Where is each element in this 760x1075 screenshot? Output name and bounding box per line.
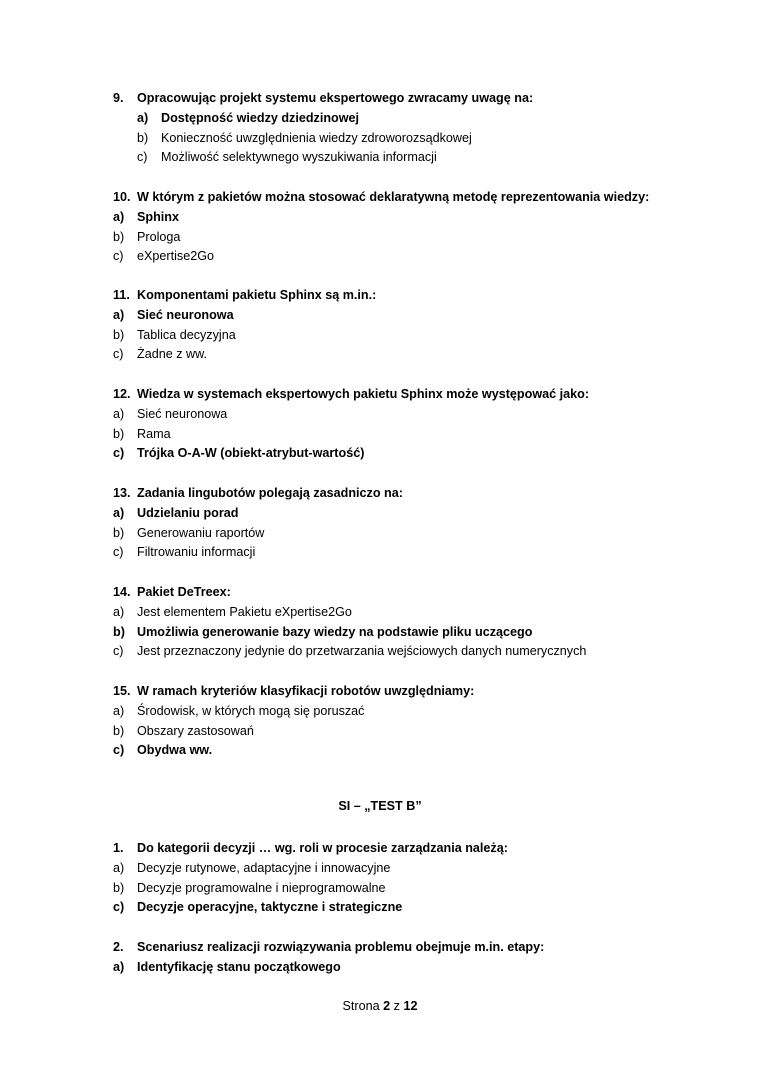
answer-option: b) Rama [113, 426, 171, 441]
answer-option: b) Generowaniu raportów [113, 525, 265, 540]
question-10 [113, 188, 733, 267]
question-text: Zadania lingubotów polegają zasadniczo na: [137, 486, 403, 500]
question-text: Opracowując projekt systemu ekspertowego zwracamy uwagę na: [137, 91, 534, 105]
question-b-2 [113, 938, 733, 978]
question-number: 1. [113, 841, 124, 855]
answer-option: b) Decyzje programowalne i nieprogramowalne [113, 880, 386, 895]
answer-option: c) Obydwa ww. [113, 743, 213, 758]
answer-option: a) Sieć neuronowa [113, 307, 234, 322]
answer-option: c) Trójka O-A-W (obiekt-atrybut-wartość) [113, 446, 365, 461]
question-9 [113, 89, 733, 168]
footer-prefix: Strona [342, 999, 380, 1013]
answer-option: c) Decyzje operacyjne, taktyczne i strategiczne [113, 900, 403, 915]
question-text: Pakiet DeTreex: [137, 585, 231, 599]
answer-option: a) Jest elementem Pakietu eXpertise2Go [113, 604, 352, 619]
answer-option: c) Filtrowaniu informacji [113, 545, 256, 560]
question-number: 14. [113, 585, 131, 599]
question-b-1 [113, 839, 733, 918]
answer-option: a) Sphinx [113, 209, 179, 224]
question-11 [113, 286, 733, 365]
question-number: 2. [113, 940, 124, 954]
answer-option: b) Prologa [113, 229, 181, 244]
question-text: W którym z pakietów można stosować deklaratywną metodę reprezentowania wiedzy: [137, 190, 650, 204]
question-text: Scenariusz realizacji rozwiązywania problemu obejmuje m.in. etapy: [137, 940, 545, 954]
footer-current-page: 2 [383, 999, 391, 1013]
question-13 [113, 484, 733, 563]
question-number: 13. [113, 486, 131, 500]
question-number: 12. [113, 387, 131, 401]
answer-option: b) Tablica decyzyjna [113, 327, 236, 342]
answer-option: c) Jest przeznaczony jedynie do przetwarzania wejściowych danych numerycznych [113, 644, 587, 659]
answer-option: b) Konieczność uwzględnienia wiedzy zdroworozsądkowej [137, 130, 472, 145]
question-number: 11. [113, 288, 130, 302]
footer-total-pages: 12 [403, 999, 418, 1013]
question-number: 10. [113, 190, 131, 204]
question-number: 9. [113, 91, 124, 105]
answer-option: c) Żadne z ww. [113, 347, 207, 362]
question-15 [113, 682, 733, 761]
question-text: Do kategorii decyzji … wg. roli w procesie zarządzania należą: [137, 841, 508, 855]
question-text: Wiedza w systemach ekspertowych pakietu Sphinx może występować jako: [137, 387, 590, 401]
question-number: 15. [113, 684, 131, 698]
answer-option: a) Sieć neuronowa [113, 406, 228, 421]
answer-option: c) eXpertise2Go [113, 249, 215, 264]
question-12 [113, 385, 733, 464]
answer-option: c) Możliwość selektywnego wyszukiwania informacji [137, 150, 437, 165]
answer-option: a) Identyfikację stanu początkowego [113, 959, 341, 974]
answer-option: a) Dostępność wiedzy dziedzinowej [137, 110, 360, 125]
question-14 [113, 583, 733, 662]
section-heading: SI – „TEST B” [338, 799, 422, 813]
question-text: W ramach kryteriów klasyfikacji robotów uwzględniamy: [137, 684, 475, 698]
answer-option: a) Środowisk, w których mogą się poruszać [113, 703, 365, 718]
answer-option: b) Umożliwia generowanie bazy wiedzy na podstawie pliku uczącego [113, 624, 533, 639]
page-number-footer [0, 996, 760, 1016]
answer-option: a) Udzielaniu porad [113, 505, 239, 520]
question-text: Komponentami pakietu Sphinx są m.in.: [137, 288, 377, 302]
answer-option: a) Decyzje rutynowe, adaptacyjne i innowacyjne [113, 860, 391, 875]
answer-option: b) Obszary zastosowań [113, 723, 254, 738]
footer-separator: z [393, 999, 400, 1013]
